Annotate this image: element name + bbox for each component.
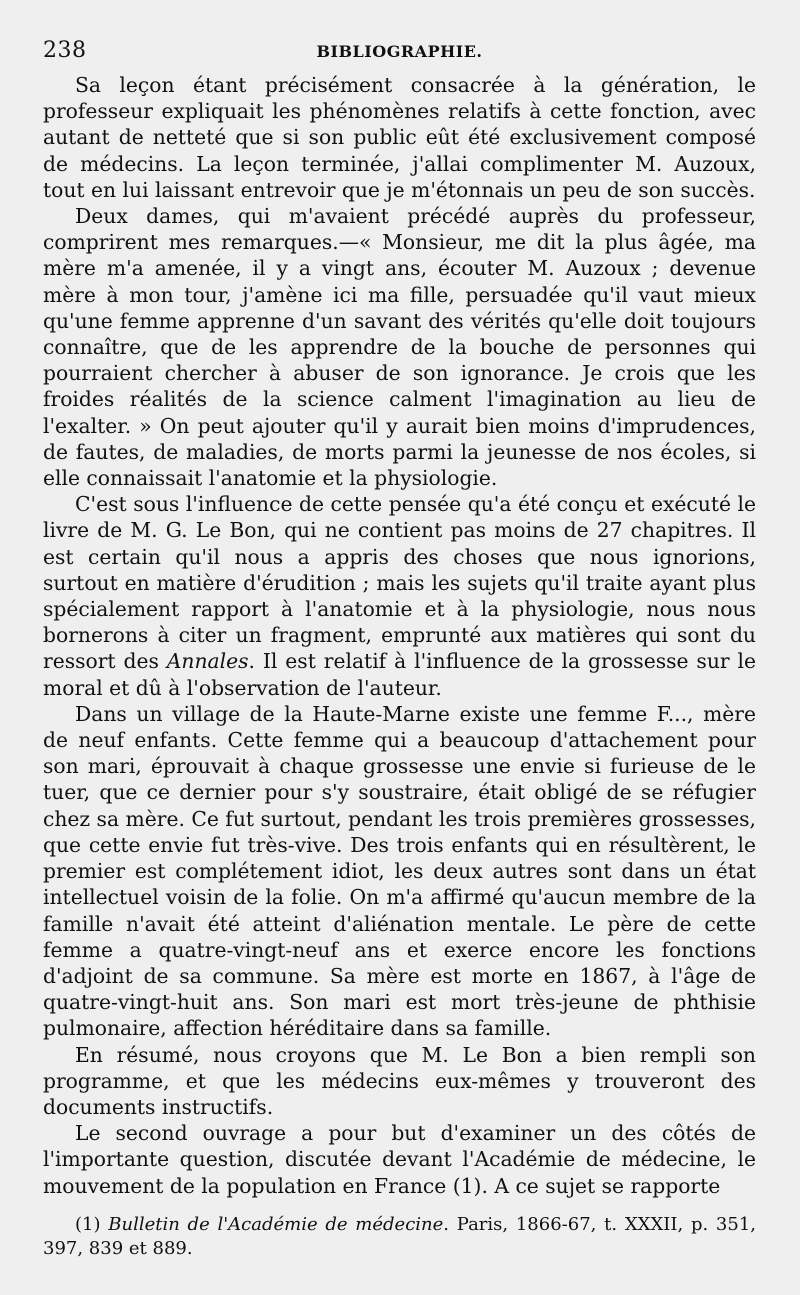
footnote-italic-source: Bulletin de l'Académie de médecine xyxy=(108,1213,444,1235)
paragraph-1: Sa leçon étant précisément consacrée à la génération, le professeur expliquait les phénomènes relatifs à cette fonction, avec autant de netteté que si son public eût été exclusivement composé de médecins. La leçon terminée, j'allai complimenter M. Auzoux, tout en lui laissant entrevoir que je m'étonnais un peu de son succès. xyxy=(43,73,756,202)
paragraph-3 xyxy=(43,491,756,701)
footnote-text: . Paris, 1866-67, t. XXXII, p. 351, 397, 839 et 889. xyxy=(43,1213,757,1259)
paragraph-4: Dans un village de la Haute-Marne existe une femme F..., mère de neuf enfants. Cette femme qui a beaucoup d'attachement pour son mari, éprouvait à chaque grossesse une envie si furieuse de le tuer, que ce dernier pour s'y soustraire, était obligé de se réfugier chez sa mère. Ce fut surtout, pendant les trois premières grossesses, que cette envie fut très-vive. Des trois enfants qui en résultèrent, le premier est complétement idiot, les deux autres sont dans un état intellectuel voisin de la folie. On m'a affirmé qu'aucun membre de la famille n'avait été atteint d'aliénation mentale. Le père de cette femme a quatre-vingt-neuf ans et exerce encore les fonctions d'adjoint de sa commune. Sa mère est morte en 1867, à l'âge de quatre-vingt-huit ans. Son mari est mort très-jeune de phthisie pulmonaire, affection héréditaire dans sa famille. xyxy=(43,701,756,1041)
paragraph-3-italic-title: Annales xyxy=(166,649,249,674)
page-header xyxy=(43,38,756,68)
paragraph-3-text-before: C'est sous l'influence de cette pensée qu'a été conçu et exécuté le livre de M. G. Le Bon, qui ne contient pas moins de 27 chapitres. Il est certain qu'il nous a appris des choses que nous ignorions, surtout en matière d'érudition ; mais les sujets qu'il traite ayant plus spécialement rapport à l'anatomie et à la physiologie, nous nous bornerons à citer un fragment, emprunté aux matières qui sont du ressort des xyxy=(43,492,756,674)
paragraph-6: Le second ouvrage a pour but d'examiner un des côtés de l'importante question, discutée devant l'Académie de médecine, le mouvement de la population en France (1). A ce sujet se rapporte xyxy=(43,1121,756,1198)
paragraph-5: En résumé, nous croyons que M. Le Bon a bien rempli son programme, et que les médecins eux-mêmes y trouveront des documents instructifs. xyxy=(43,1042,756,1119)
page-number: 238 xyxy=(43,38,87,63)
footnote xyxy=(43,1213,756,1261)
body-text xyxy=(43,72,756,1199)
paragraph-2: Deux dames, qui m'avaient précédé auprès du professeur, comprirent mes remarques.—« Monsieur, me dit la plus âgée, ma mère m'a amenée, il y a vingt ans, écouter M. Auzoux ; devenue mère à mon tour, j'amène ici ma fille, persuadée qu'il vaut mieux qu'une femme apprenne d'un savant des vérités qu'elle doit toujours connaître, que de les apprendre de la bouche de personnes qui pourraient chercher à abuser de son ignorance. Je crois que les froides réalités de la science calment l'imagination au lieu de l'exalter. » On peut ajouter qu'il y aurait bien moins d'imprudences, de fautes, de maladies, de morts parmi la jeunesse de nos écoles, si elle connaissait l'anatomie et la physiologie. xyxy=(43,204,756,491)
footnote-marker: (1) xyxy=(75,1213,109,1235)
running-title: BIBLIOGRAPHIE. xyxy=(316,42,483,61)
paragraph-3-text-after: . Il est relatif à l'influence de la grossesse sur le moral et dû à l'observation de l'auteur. xyxy=(43,649,756,700)
